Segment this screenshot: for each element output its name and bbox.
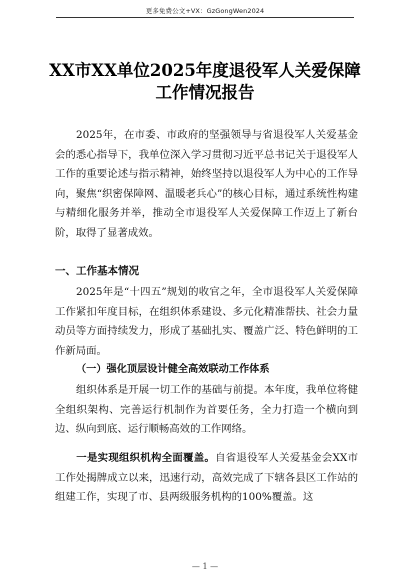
- section-heading: 一、工作基本情况: [55, 265, 139, 277]
- intro-text: 2025年，在市委、市政府的坚强领导与省退役军人关爱基金会的悉心指导下，我单位深入学习贯彻习近平总书记关于退役军人工作的重要论述与指示精神，始终坚持以退役军人为中心的工作导向，聚焦“织密保障网、温暖老兵心”的核心目标，通过系统性构建与精细化服务并举，推动全市退役军人关爱保障工作迈上了新台阶，取得了显著成效。: [55, 129, 358, 239]
- subsection-heading: （一）强化顶层设计健全高效联动工作体系: [76, 363, 270, 375]
- point-lead: 一是实现组织机构全面覆盖。: [76, 452, 216, 464]
- section-paragraph-text: 2025年是“十四五”规划的收官之年，全市退役军人关爱保障工作紧扣年度目标，在组织体系建设、多元化精准帮扶、社会力量动员等方面持续发力，形成了基础扎实、覆盖广泛、特色鲜明的工作新局面。: [55, 286, 358, 357]
- page-number: — 1 —: [191, 562, 219, 571]
- point-paragraph: [55, 449, 358, 508]
- intro-paragraph: [55, 126, 358, 244]
- header-divider: [56, 17, 354, 18]
- point-text: 自省退役军人关爱基金会XX市工作处揭牌成立以来，迅速行动，高效完成了下辖各县区工作站的组建工作，实现了市、县两级服务机构的100%覆盖。这: [55, 452, 359, 504]
- subsection-paragraph: [55, 381, 358, 440]
- subsection-paragraph-text: 组织体系是开展一切工作的基础与前提。本年度，我单位将健全组织架构、完善运行机制作为首要任务，全力打造一个横向到边、纵向到底、运行顺畅高效的工作网络。: [55, 384, 358, 436]
- document-title: XX市XX单位2025年度退役军人关爱保障工作情况报告: [49, 61, 361, 102]
- header-note: 更多免费公文+VX：GzGongWen2024: [145, 7, 265, 15]
- section-paragraph: [55, 283, 358, 361]
